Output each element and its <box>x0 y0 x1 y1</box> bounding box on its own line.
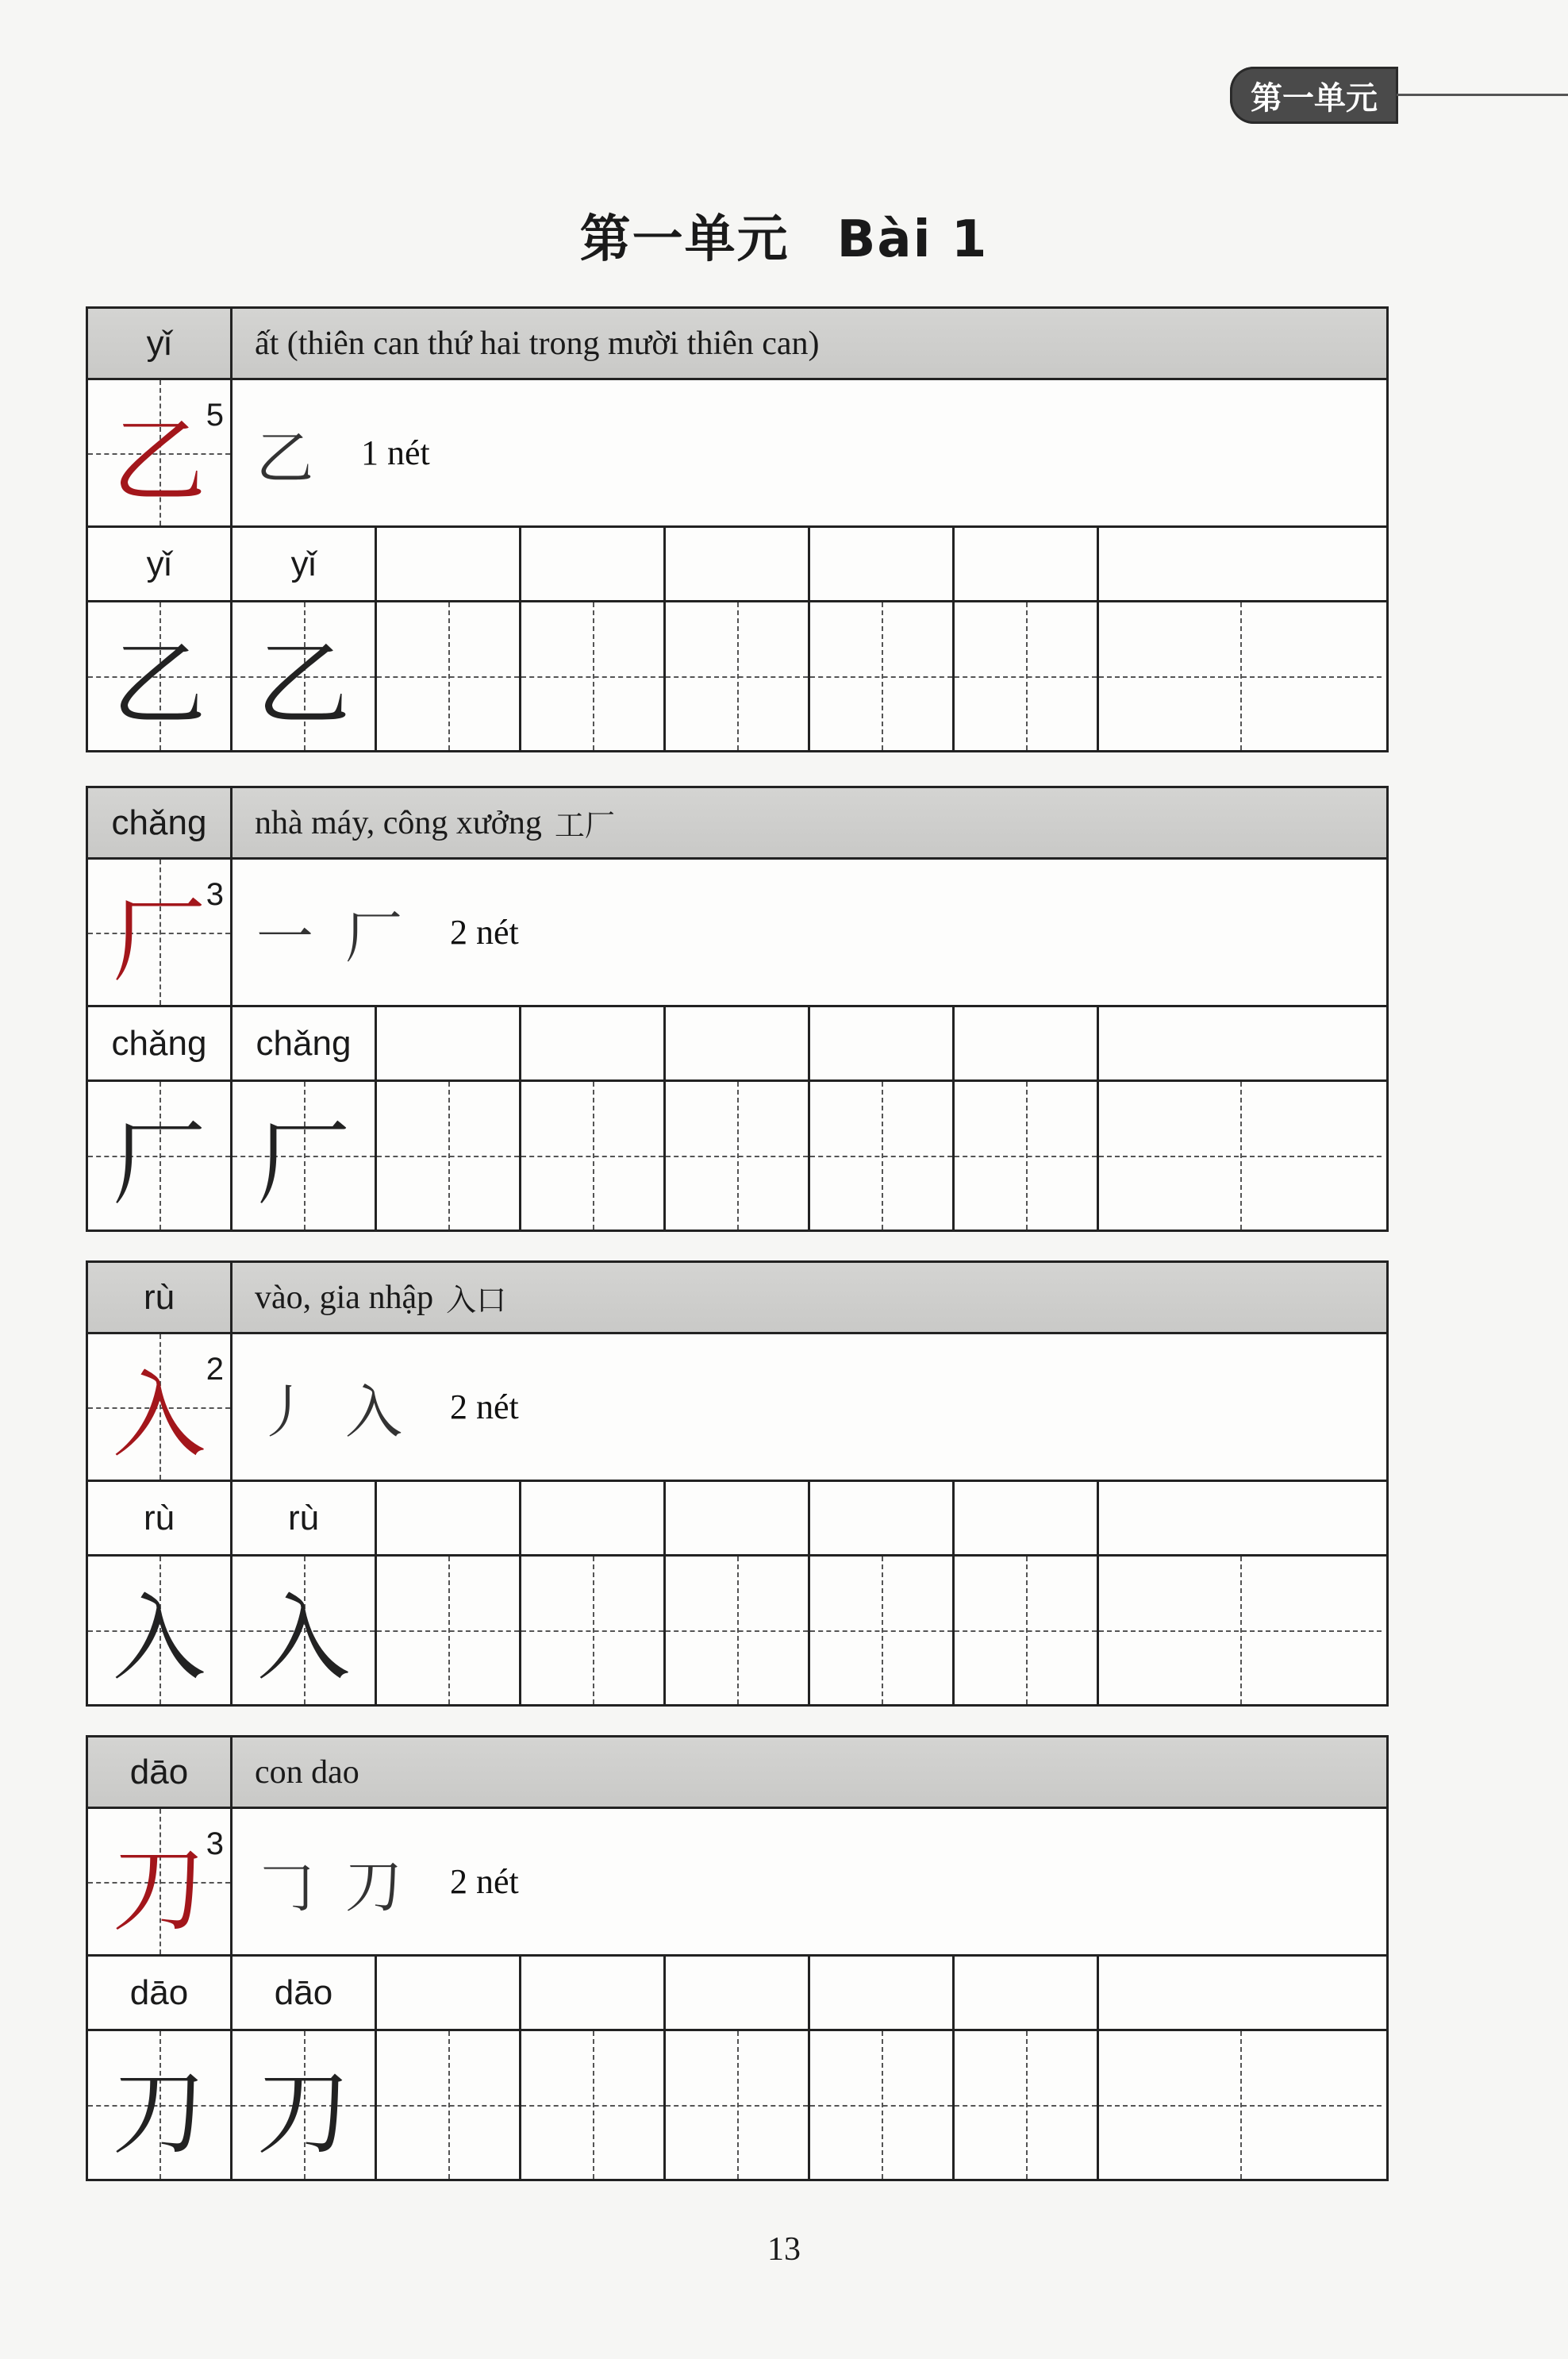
pinyin-sample: yǐ <box>146 544 172 583</box>
writing-box[interactable] <box>666 1082 810 1230</box>
writing-box <box>233 1082 377 1230</box>
entry-header-row <box>88 788 1386 860</box>
pinyin-box[interactable] <box>810 1482 955 1554</box>
writing-box <box>88 602 233 750</box>
pinyin-box <box>88 528 233 600</box>
pinyin-sample: rù <box>287 1498 320 1537</box>
model-char-cell <box>88 1334 233 1480</box>
writing-box[interactable] <box>810 602 955 750</box>
model-character: 厂 <box>112 885 206 995</box>
stroke-steps <box>256 1809 519 1954</box>
writing-box[interactable] <box>1099 2031 1382 2179</box>
pinyin-sample: yǐ <box>290 544 317 583</box>
meaning <box>255 1738 372 1807</box>
writing-box[interactable] <box>666 602 810 750</box>
practice-character: 乙 <box>112 629 206 739</box>
pinyin-box[interactable] <box>810 528 955 600</box>
pinyin-box[interactable] <box>955 1957 1099 2029</box>
pinyin-box[interactable] <box>1099 528 1382 600</box>
stroke-step: 刀 <box>345 1853 403 1920</box>
meaning-text: nhà máy, công xưởng <box>255 804 542 841</box>
writing-box[interactable] <box>521 2031 666 2179</box>
stroke-order-row <box>88 1809 1386 1957</box>
character-practice-row <box>88 1557 1386 1704</box>
writing-box[interactable] <box>377 2031 521 2179</box>
pinyin-cell <box>88 788 233 857</box>
stroke-step: 丿 <box>256 1378 314 1445</box>
stroke-step: 乙 <box>256 424 314 491</box>
pinyin-box <box>233 528 377 600</box>
writing-box[interactable] <box>377 1082 521 1230</box>
practice-character: 厂 <box>256 1109 351 1218</box>
stroke-step: 𠃌 <box>256 1853 314 1920</box>
pinyin-box[interactable] <box>810 1957 955 2029</box>
character-practice-row <box>88 1082 1386 1230</box>
writing-box <box>233 2031 377 2179</box>
writing-box[interactable] <box>1099 602 1382 750</box>
writing-box[interactable] <box>955 1082 1099 1230</box>
stroke-step: 入 <box>345 1378 403 1445</box>
character-block <box>86 306 1389 752</box>
model-character: 入 <box>112 1360 206 1470</box>
pinyin-box[interactable] <box>955 1482 1099 1554</box>
practice-character: 乙 <box>256 629 351 739</box>
character-block <box>86 786 1389 1232</box>
title-unit: 第一单元 <box>579 210 790 269</box>
title-lesson: Bài 1 <box>836 210 989 269</box>
stroke-order-row <box>88 380 1386 528</box>
practice-character: 刀 <box>256 2058 351 2168</box>
entry-header-row <box>88 1738 1386 1809</box>
writing-box[interactable] <box>955 2031 1099 2179</box>
stroke-number: 2 <box>206 1352 224 1387</box>
writing-box <box>88 1557 233 1704</box>
practice-character: 入 <box>256 1584 351 1693</box>
unit-tab: 第一单元 <box>1230 67 1398 124</box>
pinyin-box[interactable] <box>521 528 666 600</box>
pinyin-box[interactable] <box>666 1482 810 1554</box>
stroke-number: 3 <box>206 877 224 912</box>
stroke-number: 5 <box>206 398 224 433</box>
pinyin-box[interactable] <box>377 1007 521 1079</box>
pinyin-box[interactable] <box>377 1482 521 1554</box>
pinyin-practice-row <box>88 528 1386 602</box>
pinyin-sample: chǎng <box>256 1023 352 1063</box>
unit-tab-rule <box>1397 94 1568 96</box>
stroke-steps <box>256 380 430 525</box>
pinyin-sample: dāo <box>274 1972 333 2012</box>
writing-box <box>88 2031 233 2179</box>
writing-box[interactable] <box>955 602 1099 750</box>
writing-box[interactable] <box>377 602 521 750</box>
pinyin-box[interactable] <box>955 528 1099 600</box>
character-practice-row <box>88 602 1386 750</box>
model-character: 乙 <box>112 406 206 516</box>
pinyin-box[interactable] <box>1099 1482 1382 1554</box>
pinyin-box[interactable] <box>1099 1007 1382 1079</box>
stroke-total: 2 nét <box>450 1862 519 1901</box>
pinyin: yǐ <box>146 323 172 363</box>
practice-character: 厂 <box>112 1109 206 1218</box>
meaning <box>255 788 615 857</box>
pinyin-box[interactable] <box>810 1007 955 1079</box>
stroke-step: 一 <box>256 903 314 971</box>
pinyin-cell <box>88 1738 233 1807</box>
writing-box[interactable] <box>666 1557 810 1704</box>
character-block <box>86 1260 1389 1707</box>
pinyin-box[interactable] <box>521 1482 666 1554</box>
pinyin: dāo <box>129 1752 189 1791</box>
model-character: 刀 <box>112 1834 206 1945</box>
pinyin-box[interactable] <box>377 528 521 600</box>
pinyin-box[interactable] <box>666 528 810 600</box>
character-practice-row <box>88 2031 1386 2179</box>
meaning-text: con dao <box>255 1753 359 1791</box>
pinyin-sample: dāo <box>129 1972 189 2012</box>
pinyin-cell <box>88 309 233 378</box>
pinyin-practice-row <box>88 1957 1386 2031</box>
pinyin-box <box>233 1482 377 1554</box>
entry-header-row <box>88 309 1386 380</box>
pinyin-sample: rù <box>143 1498 175 1537</box>
stroke-order-row <box>88 860 1386 1007</box>
model-char-cell <box>88 860 233 1005</box>
stroke-total: 2 nét <box>450 1387 519 1426</box>
page-number: 13 <box>767 2231 801 2268</box>
writing-box <box>233 602 377 750</box>
writing-box[interactable] <box>521 1557 666 1704</box>
pinyin: chǎng <box>111 802 207 842</box>
pinyin: rù <box>143 1277 175 1317</box>
model-char-cell <box>88 380 233 525</box>
pinyin-box[interactable] <box>377 1957 521 2029</box>
writing-box[interactable] <box>1099 1557 1382 1704</box>
writing-box[interactable] <box>1099 1082 1382 1230</box>
meaning-text: ất (thiên can thứ hai trong mười thiên can) <box>255 325 820 362</box>
pinyin-box[interactable] <box>1099 1957 1382 2029</box>
practice-character: 入 <box>112 1584 206 1693</box>
stroke-steps <box>256 1334 519 1480</box>
writing-box[interactable] <box>955 1557 1099 1704</box>
pinyin-box[interactable] <box>666 1007 810 1079</box>
pinyin-box[interactable] <box>666 1957 810 2029</box>
pinyin-box <box>88 1007 233 1079</box>
page-title <box>0 198 1568 271</box>
pinyin-box <box>233 1007 377 1079</box>
stroke-order-row <box>88 1334 1386 1482</box>
pinyin-box[interactable] <box>521 1957 666 2029</box>
pinyin-cell <box>88 1263 233 1332</box>
pinyin-practice-row <box>88 1007 1386 1082</box>
stroke-number: 3 <box>206 1826 224 1861</box>
stroke-steps <box>256 860 519 1005</box>
writing-box[interactable] <box>521 602 666 750</box>
character-block <box>86 1735 1389 2181</box>
entry-header-row <box>88 1263 1386 1334</box>
pinyin-practice-row <box>88 1482 1386 1557</box>
meaning <box>255 1263 506 1332</box>
model-char-cell <box>88 1809 233 1954</box>
meaning-hanzi: 工厂 <box>554 808 615 843</box>
meaning-text: vào, gia nhập <box>255 1279 434 1316</box>
writing-box[interactable] <box>810 1557 955 1704</box>
stroke-total: 2 nét <box>450 913 519 952</box>
writing-box[interactable] <box>521 1082 666 1230</box>
stroke-total: 1 nét <box>361 433 430 472</box>
pinyin-box[interactable] <box>955 1007 1099 1079</box>
writing-box[interactable] <box>810 1082 955 1230</box>
practice-character: 刀 <box>112 2058 206 2168</box>
pinyin-box <box>88 1482 233 1554</box>
pinyin-box <box>233 1957 377 2029</box>
pinyin-box <box>88 1957 233 2029</box>
writing-box[interactable] <box>377 1557 521 1704</box>
stroke-step: 厂 <box>345 903 403 971</box>
pinyin-sample: chǎng <box>111 1023 207 1063</box>
meaning-hanzi: 入口 <box>446 1283 507 1318</box>
writing-box[interactable] <box>810 2031 955 2179</box>
writing-box <box>233 1557 377 1704</box>
writing-box <box>88 1082 233 1230</box>
writing-box[interactable] <box>666 2031 810 2179</box>
pinyin-box[interactable] <box>521 1007 666 1079</box>
meaning <box>255 309 832 378</box>
